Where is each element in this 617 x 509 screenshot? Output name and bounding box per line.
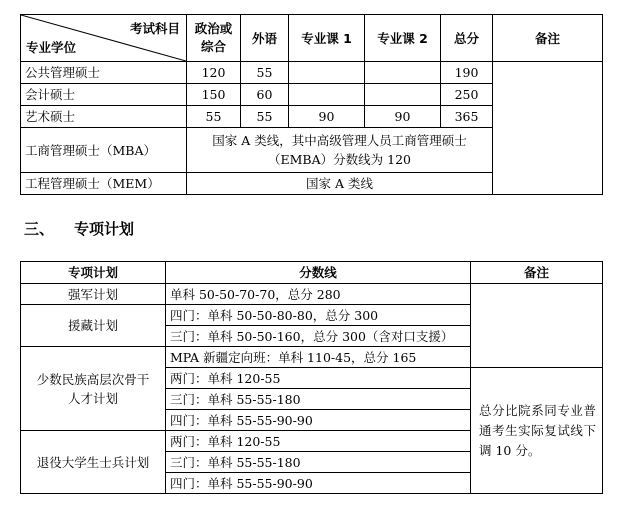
plan-name: 强军计划 <box>21 284 166 305</box>
table2-header-row <box>21 262 603 284</box>
plan-name: 援藏计划 <box>21 305 166 347</box>
politics-score: 150 <box>187 84 241 106</box>
col-header-total: 总分 <box>441 15 493 62</box>
language-score: 55 <box>241 62 289 84</box>
language-score: 60 <box>241 84 289 106</box>
table-row <box>21 62 603 84</box>
score-line: 四门：单科 55-55-90-90 <box>166 410 471 431</box>
col-header-pro1: 专业课 1 <box>289 15 365 62</box>
pro1-score <box>289 84 365 106</box>
pro2-score <box>365 84 441 106</box>
degree-name: 公共管理硕士 <box>21 62 187 84</box>
score-line: 两门：单科 120-55 <box>166 368 471 389</box>
pro2-score: 90 <box>365 106 441 128</box>
pro1-score: 90 <box>289 106 365 128</box>
politics-score: 120 <box>187 62 241 84</box>
score-line: 三门：单科 55-55-180 <box>166 389 471 410</box>
remarks-cell <box>471 284 603 368</box>
degree-name: 工程管理硕士（MEM） <box>21 173 187 195</box>
section-number: 三、 <box>24 220 55 238</box>
degree-name: 艺术硕士 <box>21 106 187 128</box>
table1-header-row <box>21 15 603 62</box>
col-header-politics: 政治或综合 <box>187 15 241 62</box>
mba-score-text: 国家 A 类线，其中高级管理人员工商管理硕士（EMBA）分数线为 120 <box>187 128 493 173</box>
corner-bottom-label: 专业学位 <box>26 40 77 55</box>
pro1-score <box>289 62 365 84</box>
total-score: 365 <box>441 106 493 128</box>
corner-top-label: 考试科目 <box>129 21 180 36</box>
remarks-note: 总分比院系同专业普通考生实际复试线下调 10 分。 <box>471 368 603 494</box>
language-score: 55 <box>241 106 289 128</box>
mem-score-text: 国家 A 类线 <box>187 173 493 195</box>
pro2-score <box>365 62 441 84</box>
plan-name: 少数民族高层次骨干人才计划 <box>21 347 166 431</box>
degree-name: 会计硕士 <box>21 84 187 106</box>
score-line: 单科 50-50-70-70，总分 280 <box>166 284 471 305</box>
special-plan-table <box>20 261 603 494</box>
col-header-remarks: 备注 <box>493 15 603 62</box>
col-header-pro2: 专业课 2 <box>365 15 441 62</box>
score-line: 两门：单科 120-55 <box>166 431 471 452</box>
degree-name: 工商管理硕士（MBA） <box>21 128 187 173</box>
degree-score-table <box>20 14 603 195</box>
section-title: 专项计划 <box>74 220 135 238</box>
col-header-language: 外语 <box>241 15 289 62</box>
plan-name: 退役大学生士兵计划 <box>21 431 166 494</box>
col-header-remarks: 备注 <box>471 262 603 284</box>
total-score: 190 <box>441 62 493 84</box>
table-row <box>21 284 603 305</box>
politics-score: 55 <box>187 106 241 128</box>
total-score: 250 <box>441 84 493 106</box>
col-header-score-line: 分数线 <box>166 262 471 284</box>
section-heading <box>24 218 134 239</box>
score-line: MPA 新疆定向班：单科 110-45，总分 165 <box>166 347 471 368</box>
score-line: 三门：单科 50-50-160，总分 300（含对口支援） <box>166 326 471 347</box>
corner-header-cell <box>21 15 187 62</box>
remarks-cell <box>493 62 603 195</box>
score-line: 三门：单科 55-55-180 <box>166 452 471 473</box>
col-header-plan: 专项计划 <box>21 262 166 284</box>
score-line: 四门：单科 55-55-90-90 <box>166 473 471 494</box>
score-line: 四门：单科 50-50-80-80，总分 300 <box>166 305 471 326</box>
